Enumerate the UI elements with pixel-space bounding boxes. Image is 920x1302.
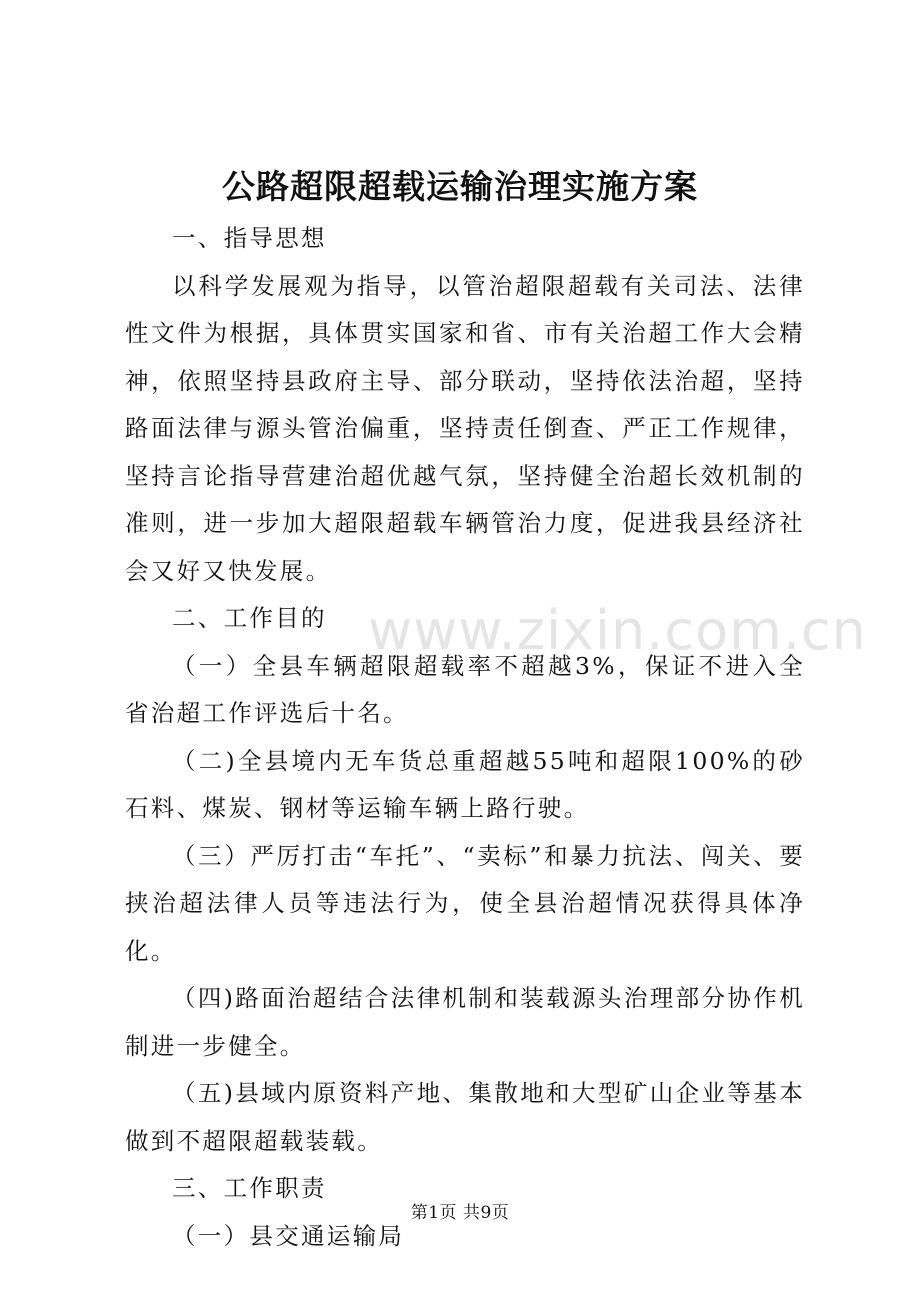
section-heading: 三、工作职责 — [172, 1174, 327, 1202]
section-heading: 一、指导思想 — [172, 224, 327, 252]
section-heading: 二、工作目的 — [172, 604, 327, 632]
watermark: www.zixin.com.cn — [368, 599, 867, 662]
list-item: （二)全县境内无车货总重超越55吨和超限100%的砂石料、煤炭、钢材等运输车辆上路行驶。 — [125, 746, 805, 822]
list-item: （四)路面治超结合法律机制和装载源头治理部分协作机制进一步健全。 — [125, 984, 805, 1060]
list-item: （三）严厉打击“车托”、“卖标”和暴力抗法、闯关、要挟治超法律人员等违法行为，使全县治超情况获得具体净化。 — [125, 841, 805, 965]
list-item: （一）县交通运输局 — [172, 1221, 405, 1250]
list-item: （一）全县车辆超限超载率不超越3%，保证不进入全省治超工作评选后十名。 — [125, 651, 805, 727]
document-title: 公路超限超载运输治理实施方案 — [222, 167, 698, 206]
page-footer: 第1页 共9页 — [410, 1203, 510, 1223]
document-body — [125, 215, 805, 1260]
paragraph: 以科学发展观为指导，以管治超限超载有关司法、法律性文件为根据，具体贯实国家和省、市有关治超工作大会精神，依照坚持县政府主导、部分联动，坚持依法治超，坚持路面法律与源头管治偏重，坚持责任倒查、严正工作规律，坚持言论指导营建治超优越气氛，坚持健全治超长效机制的准则，进一步加大超限超载车辆管治力度，促进我县经济社会又好又快发展。 — [125, 271, 805, 585]
list-item: （五)县域内原资料产地、集散地和大型矿山企业等基本做到不超限超载装载。 — [125, 1079, 805, 1155]
